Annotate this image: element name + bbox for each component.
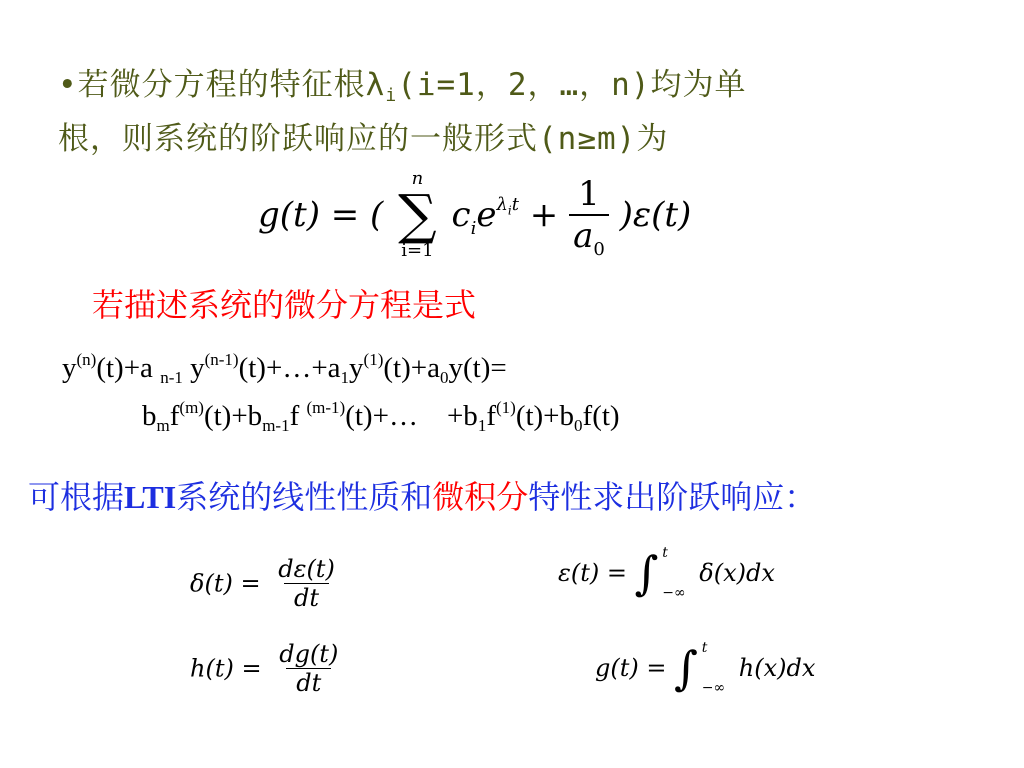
ode1-sub: n-1: [160, 368, 183, 387]
fraction-denominator-sub: 0: [593, 238, 605, 260]
integral-sign: ∫: [674, 641, 699, 695]
ode1-sub: 1: [340, 368, 350, 387]
ode1-part: y: [62, 352, 77, 384]
ode1-part: (t)+…+a: [238, 352, 341, 384]
exp-base: e: [476, 195, 497, 235]
ode2-part: (t)+b: [515, 400, 575, 432]
ode1-part: y: [349, 352, 364, 384]
ode2-part: (t)+… +b: [345, 400, 478, 432]
epsilon-integrand: δ(x)dx: [699, 559, 775, 587]
ode2-sub: 1: [477, 416, 487, 435]
ode1-sub: 0: [439, 368, 449, 387]
intro-text-b: (i=1，2，…，n)均为单: [397, 67, 747, 103]
ode1-sup: (n): [76, 350, 97, 369]
epsilon-formula: [558, 545, 775, 601]
step-response-formula: [258, 170, 758, 265]
ode1-part: (t)+a: [96, 352, 161, 384]
h-formula: [190, 640, 342, 697]
ode1-sup: (n-1): [204, 350, 239, 369]
h-numerator: dg(t): [279, 640, 339, 668]
ode2-sup: (1): [495, 398, 516, 417]
ode2-sub: m-1: [262, 416, 290, 435]
g-integral-formula: [595, 640, 815, 696]
ode2-part: b: [142, 400, 157, 432]
ode1-part: y(t)=: [448, 352, 507, 384]
conclusion-a: 可根据: [28, 478, 125, 516]
sum-upper-limit: n: [411, 168, 424, 189]
describe-text: 描述系统的微分方程是式: [124, 286, 477, 324]
exp-t: t: [511, 194, 519, 215]
ode-description: [92, 280, 476, 326]
h-denominator: dt: [286, 668, 331, 697]
integral-sign: ∫: [634, 546, 659, 600]
epsilon-lower-limit: −∞: [662, 585, 686, 601]
exp-lambda-sub: i: [507, 203, 512, 218]
ode-line-2: [142, 400, 620, 433]
ode2-part: (t)+b: [203, 400, 263, 432]
conclusion-b: 系统的线性性质和: [176, 478, 433, 516]
ode1-part: y: [182, 352, 205, 384]
formula-rhs: )ε(t): [619, 195, 692, 235]
h-lhs: h(t) =: [190, 654, 262, 683]
bullet: •: [58, 67, 78, 103]
delta-formula: [190, 555, 339, 612]
sum-lower-limit: i=1: [401, 240, 434, 261]
fraction-numerator: 1: [578, 174, 600, 214]
ode2-part: f: [486, 400, 496, 432]
sigma-symbol: ∑: [398, 183, 437, 246]
ode1-sup: (1): [363, 350, 384, 369]
fraction-one-over-a0: [569, 174, 609, 260]
delta-lhs: δ(t) =: [190, 569, 261, 598]
intro-text-a: 若微分方程的特征根: [77, 67, 366, 103]
ode2-part: f(t): [582, 400, 620, 432]
g-lhs: g(t) =: [595, 654, 667, 682]
plus-sign: +: [529, 195, 570, 235]
intro-paragraph: [58, 58, 998, 166]
fraction-denominator: a: [573, 216, 594, 256]
describe-prefix: 若: [92, 286, 125, 324]
conclusion-lti: LTI: [124, 479, 177, 515]
ode2-sub: m: [156, 416, 170, 435]
ode2-sub: 0: [574, 416, 583, 435]
intro-text-c: 根，则系统的阶跃响应的一般形式(n≥m)为: [58, 121, 669, 157]
g-lower-limit: −∞: [701, 680, 726, 696]
ode-line-1: [62, 352, 507, 385]
delta-numerator: dε(t): [278, 555, 335, 583]
conclusion-c: 特性求出阶跃响应：: [528, 478, 817, 516]
ode2-sup: (m): [179, 398, 204, 417]
summation: [398, 170, 437, 260]
coefficient: c: [451, 195, 471, 235]
conclusion-red: 微积分: [432, 478, 529, 516]
lambda-symbol: λ: [365, 67, 386, 103]
epsilon-lhs: ε(t) =: [558, 559, 627, 587]
exp-lambda: λ: [496, 194, 508, 215]
ode2-sup: (m-1): [306, 398, 346, 417]
delta-denominator: dt: [284, 583, 329, 612]
conclusion-line: [28, 472, 816, 518]
ode2-part: f: [289, 400, 307, 432]
g-upper-limit: t: [701, 640, 708, 656]
g-integrand: h(x)dx: [738, 654, 816, 682]
ode2-part: f: [169, 400, 180, 432]
lambda-subscript: i: [385, 85, 398, 106]
formula-lhs: g(t) = (: [258, 195, 384, 235]
coefficient-sub: i: [470, 218, 477, 239]
epsilon-upper-limit: t: [662, 545, 668, 561]
ode1-part: (t)+a: [383, 352, 440, 384]
